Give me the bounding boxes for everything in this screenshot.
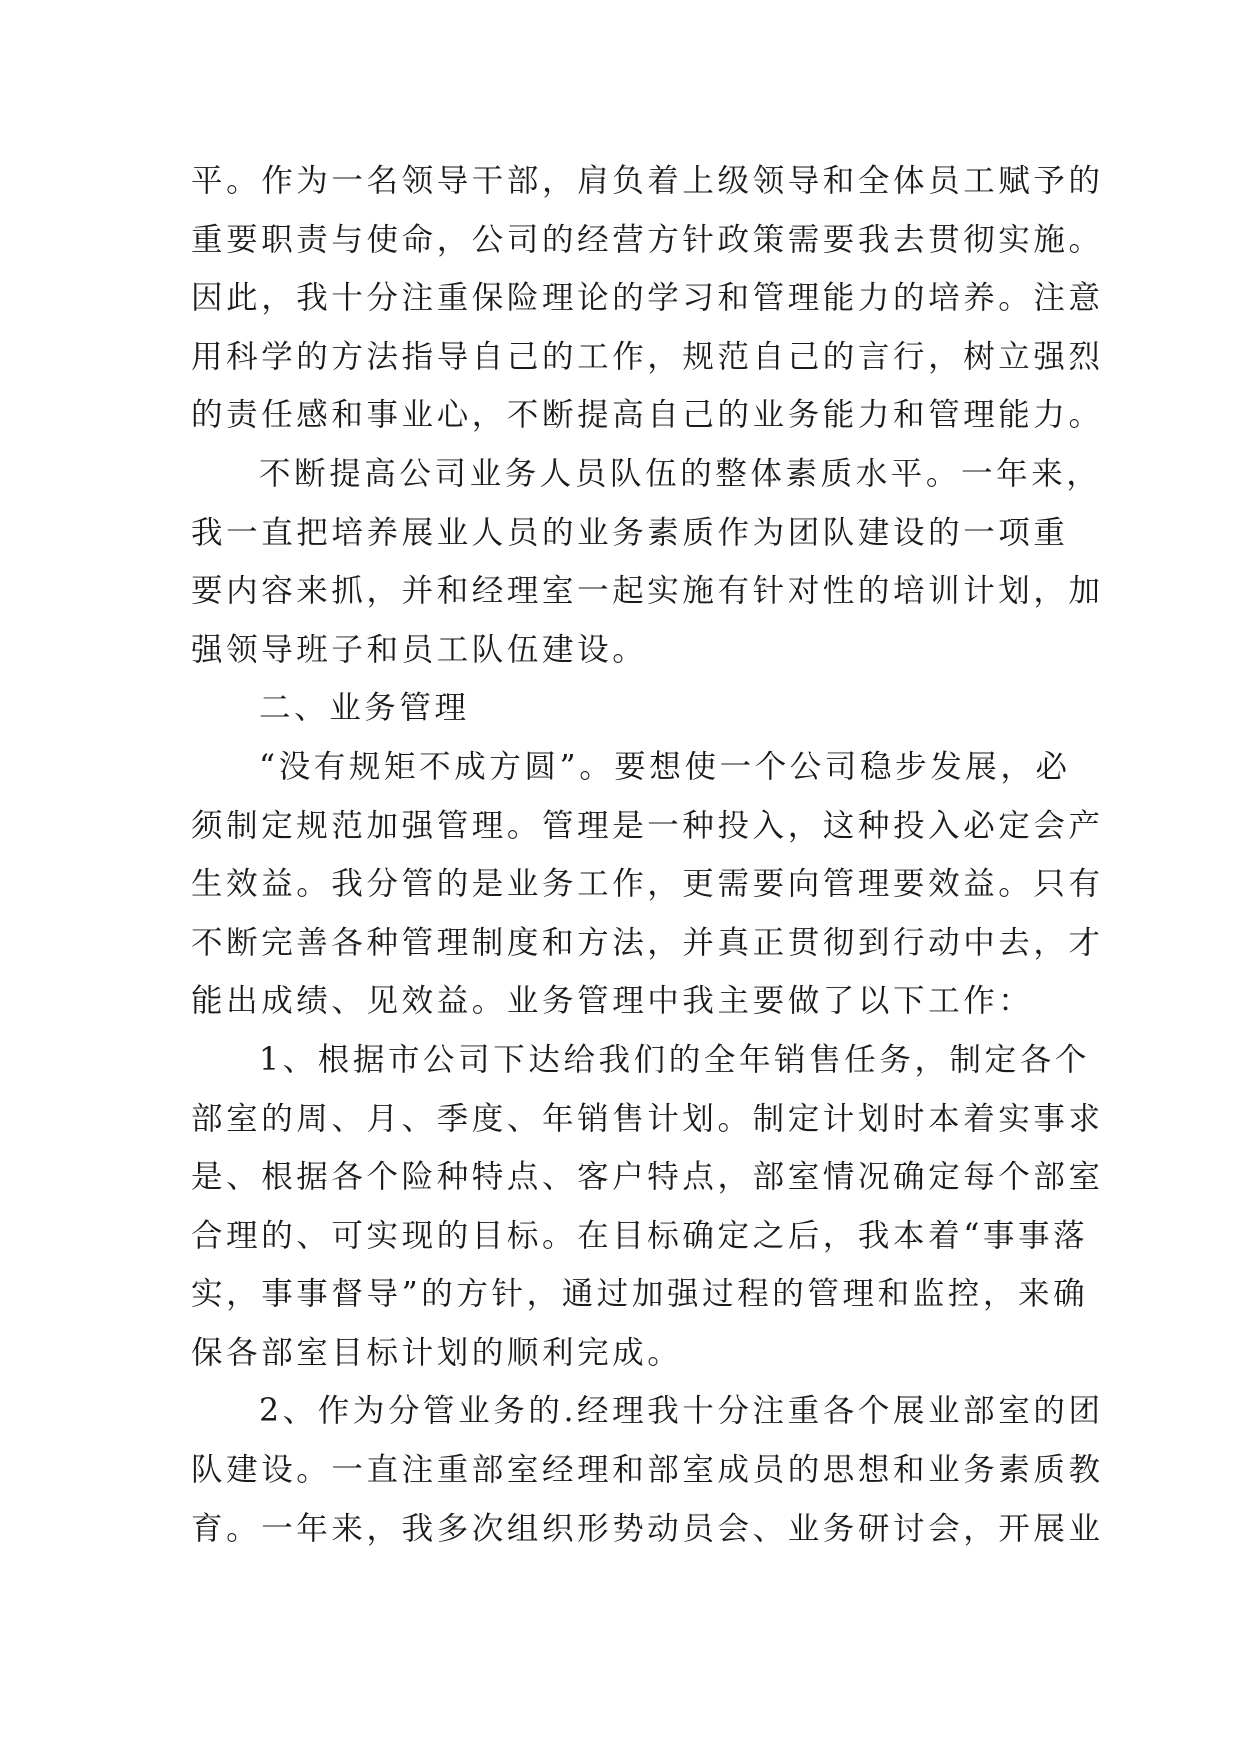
text-line: 因此，我十分注重保险理论的学习和管理能力的培养。注意 (191, 280, 1104, 317)
text-line: 实，事事督导”的方针，通过加强过程的管理和监控，来确 (191, 1276, 1089, 1313)
paragraph-first-line: 2、作为分管业务的.经理我十分注重各个展业部室的团 (259, 1393, 1104, 1430)
text-line: 平。作为一名领导干部，肩负着上级领导和全体员工赋予的 (191, 163, 1104, 199)
paragraph-first-line: 1、根据市公司下达给我们的全年销售任务，制定各个 (259, 1041, 1090, 1078)
paragraph-first-line: 不断提高公司业务人员队伍的整体素质水平。一年来， (259, 455, 1102, 492)
document-body (191, 152, 1104, 1558)
text-line: 重要职责与使命，公司的经营方针政策需要我去贯彻实施。 (191, 221, 1104, 258)
paragraph-first-line: “没有规矩不成方圆”。要想使一个公司稳步发展，必 (259, 748, 1071, 785)
text-line: 部室的周、月、季度、年销售计划。制定计划时本着实事求 (191, 1100, 1104, 1137)
text-line: 须制定规范加强管理。管理是一种投入，这种投入必定会产 (191, 807, 1104, 844)
text-line: 用科学的方法指导自己的工作，规范自己的言行，树立强烈 (191, 338, 1104, 375)
text-line: 要内容来抓，并和经理室一起实施有针对性的培训计划，加 (191, 573, 1104, 610)
text-line: 能出成绩、见效益。业务管理中我主要做了以下工作： (191, 983, 1034, 1020)
text-line: 是、根据各个险种特点、客户特点，部室情况确定每个部室 (191, 1159, 1104, 1196)
text-line: 我一直把培养展业人员的业务素质作为团队建设的一项重 (191, 514, 1069, 551)
text-line: 的责任感和事业心，不断提高自己的业务能力和管理能力。 (191, 397, 1104, 434)
text-line: 队建设。一直注重部室经理和部室成员的思想和业务素质教 (191, 1452, 1104, 1489)
section-heading: 二、业务管理 (259, 690, 470, 727)
text-line: 强领导班子和员工队伍建设。 (191, 631, 648, 668)
text-line: 不断完善各种管理制度和方法，并真正贯彻到行动中去，才 (191, 924, 1104, 961)
text-line: 保各部室目标计划的顺利完成。 (191, 1334, 683, 1371)
text-line: 育。一年来，我多次组织形势动员会、业务研讨会，开展业 (191, 1510, 1104, 1547)
text-line: 合理的、可实现的目标。在目标确定之后，我本着“事事落 (191, 1217, 1089, 1254)
text-line: 生效益。我分管的是业务工作，更需要向管理要效益。只有 (191, 866, 1104, 903)
